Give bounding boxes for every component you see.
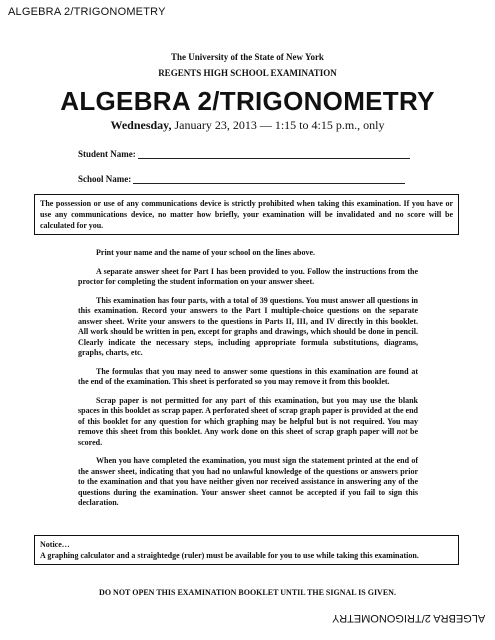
exam-date-time: January 23, 2013 — 1:15 to 4:15 p.m., only	[171, 118, 385, 132]
exam-date	[0, 118, 495, 133]
university-name: The University of the State of New York	[171, 52, 324, 62]
notice-heading: Notice…	[40, 540, 70, 549]
corner-title-inverted: ALGEBRA 2/TRIGONOMETRY	[331, 612, 485, 624]
exam-date-day: Wednesday,	[110, 118, 172, 132]
instruction-paragraph: The formulas that you may need to answer some questions in this examination are found at the end of the examination. This sheet is perforated so you may remove it from this booklet.	[78, 366, 418, 386]
student-name-line[interactable]	[138, 148, 410, 159]
scrap-paper-text-b: be scored.	[78, 427, 418, 447]
school-name-field[interactable]	[78, 173, 405, 184]
school-name-label: School Name:	[78, 174, 132, 184]
instruction-paragraph: Print your name and the name of your school on the lines above.	[96, 248, 316, 257]
notice-text: A graphing calculator and a straightedge (ruler) must be available for you to use while taking this examination.	[40, 551, 419, 560]
student-name-label: Student Name:	[78, 149, 136, 159]
school-name-line[interactable]	[133, 173, 405, 184]
instruction-paragraph: When you have completed the examination, you must sign the statement printed at the end of the answer sheet, indicating that you had no unlawful knowledge of the questions or answers prior to the examination and that you have neither given nor received assistance in answering any of the questions during the examination. Your answer sheet cannot be accepted if you fail to sign this declaration.	[78, 456, 418, 507]
scrap-paper-not: not	[396, 427, 408, 436]
exam-title: ALGEBRA 2/TRIGONOMETRY	[60, 86, 435, 116]
device-warning-box: The possession or use of any communications device is strictly prohibited when taking this examination. If you have or use any communications device, no matter how briefly, your examination will be invalidated and no score will be calculated for you.	[34, 194, 459, 235]
instructions	[78, 248, 418, 517]
scrap-paper-text-a: Scrap paper is not permitted for any part of this examination, but you may use the blank spaces in this booklet as scrap paper. A perforated sheet of scrap graph paper is provided at the end of this booklet for any question for which graphing may be helpful but is not required. You may remove this sheet from this booklet. Any work done on this sheet of scrap graph paper will	[78, 395, 418, 436]
do-not-open-notice: DO NOT OPEN THIS EXAMINATION BOOKLET UNTIL THE SIGNAL IS GIVEN.	[99, 588, 396, 597]
corner-title: ALGEBRA 2/TRIGONOMETRY	[8, 6, 166, 18]
instruction-paragraph	[78, 396, 418, 449]
notice-box	[34, 535, 459, 565]
exam-type: REGENTS HIGH SCHOOL EXAMINATION	[158, 68, 337, 78]
instruction-paragraph: A separate answer sheet for Part I has been provided to you. Follow the instructions from the proctor for completing the student information on your answer sheet.	[78, 266, 418, 286]
instruction-paragraph: This examination has four parts, with a total of 39 questions. You must answer all questions in this examination. Record your answers to the Part I multiple-choice questions on the separate answer sheet. Write your answers to the questions in Parts II, III, and IV directly in this booklet. All work should be written in pen, except for graphs and drawings, which should be done in pencil. Clearly indicate the necessary steps, including appropriate formula substitutions, diagrams, graphs, charts, etc.	[78, 295, 418, 357]
student-name-field[interactable]	[78, 148, 410, 159]
